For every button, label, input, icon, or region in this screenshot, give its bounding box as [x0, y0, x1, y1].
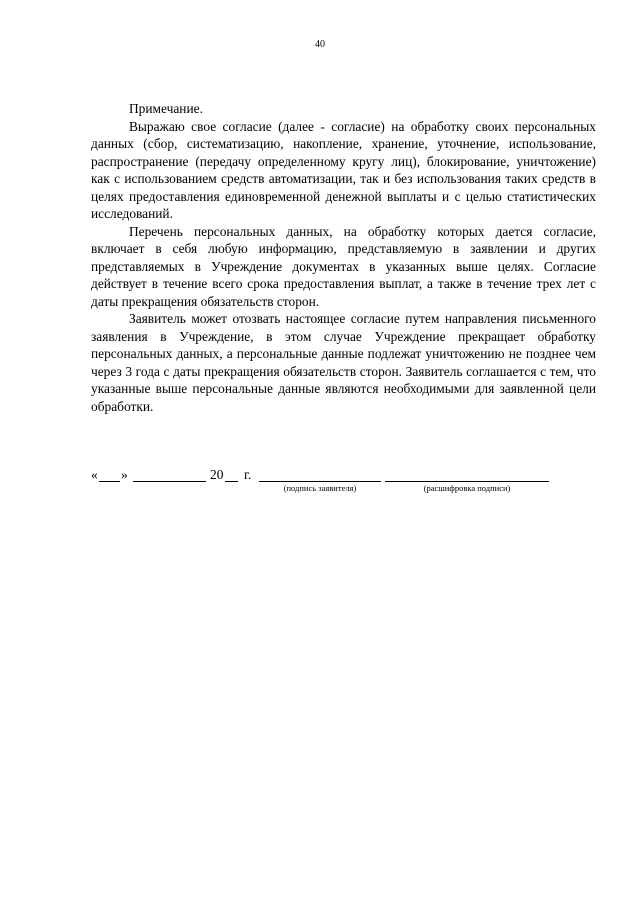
- day-field-line[interactable]: [99, 481, 120, 482]
- year-field-line[interactable]: [225, 481, 238, 482]
- paragraph-withdrawal: Заявитель может отозвать настоящее согласие путем направления письменного заявления в Учреждение, в этом случае Учреждение прекращает обработку персональных данных, а персональные данные подлежат уничтожению не позднее чем через 3 года с даты прекращения обязательств сторон. Заявитель соглашается с тем, что указанные выше персональные данные являются необходимыми для заявленной цели обработки.: [91, 311, 596, 414]
- month-field-line[interactable]: [133, 481, 206, 482]
- year-prefix: 20: [210, 467, 224, 482]
- signature-block: [91, 466, 596, 506]
- paragraph-consent: Выражаю свое согласие (далее - согласие) на обработку своих персональных данных (сбор, систематизацию, накопление, хранение, уточнение, использование, распространение (передачу определенному кругу лиц), блокирование, уничтожение) как с использованием средств автоматизации, так и без использования таких средств в целях предоставления единовременной денежной выплаты и с целью статистических исследований.: [91, 118, 596, 221]
- year-suffix: г.: [244, 467, 252, 482]
- document-body: [91, 100, 596, 415]
- note-heading: Примечание.: [129, 101, 203, 116]
- paragraph-data-list: Перечень персональных данных, на обработку которых дается согласие, включает в себя любую информацию, представляемую в заявлении и других представляемых в Учреждение документах в указанных выше целях. Согласие действует в течение всего срока предоставления выплат, а также в течение трех лет с даты прекращения обязательств сторон.: [91, 223, 596, 309]
- signature-field-line[interactable]: [259, 481, 381, 482]
- page-number: 40: [315, 39, 325, 50]
- date-quote-close: »: [121, 467, 128, 482]
- signature-caption: (подпись заявителя): [283, 483, 357, 493]
- decoding-caption: (расшифровка подписи): [423, 483, 511, 493]
- decoding-field-line[interactable]: [385, 481, 549, 482]
- date-quote-open: «: [91, 467, 98, 482]
